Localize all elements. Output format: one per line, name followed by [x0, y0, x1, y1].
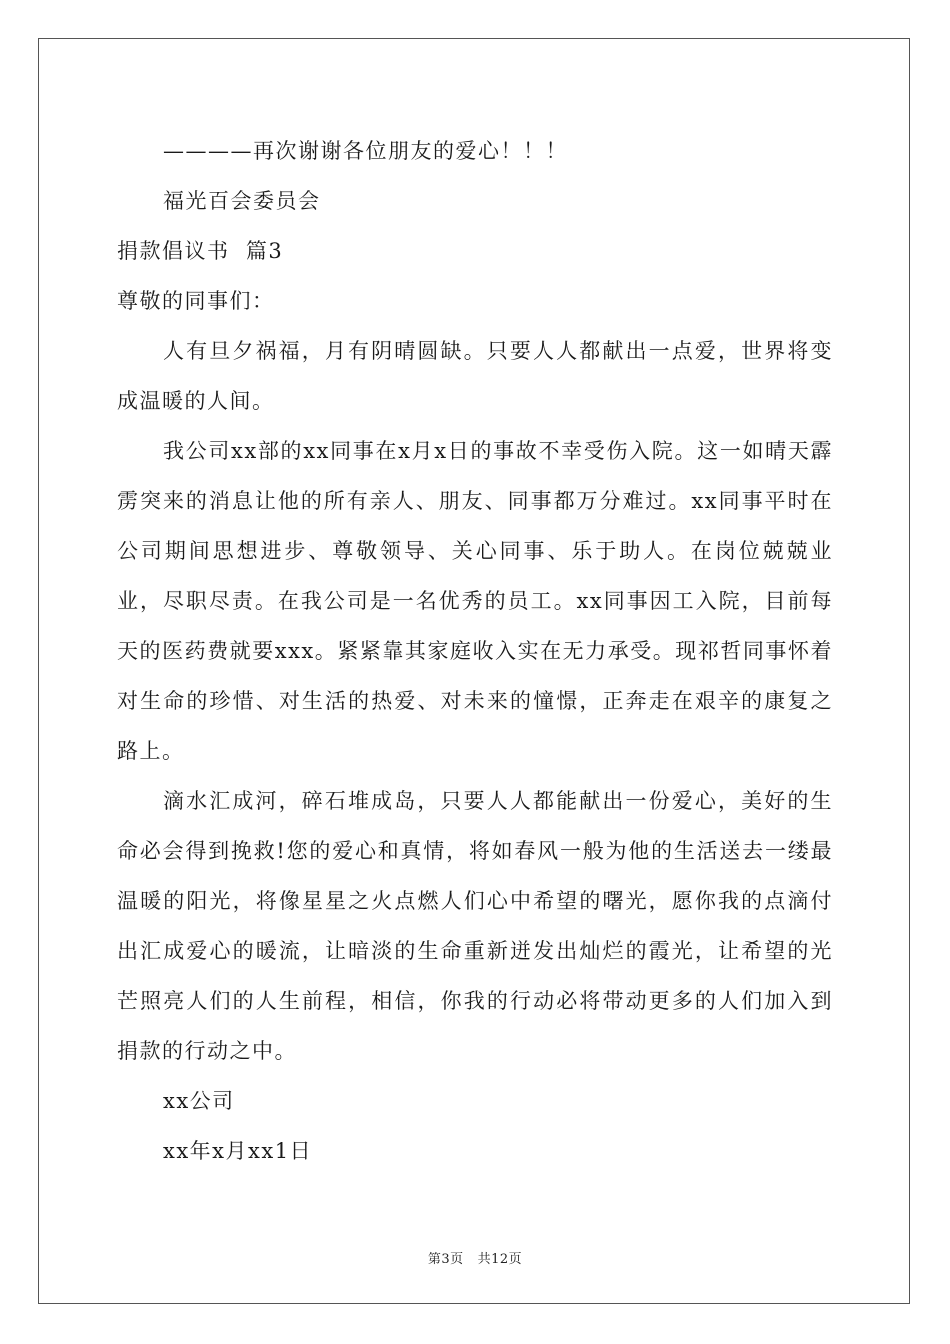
signature-organization: 福光百会委员会	[163, 189, 321, 213]
page-number: 第3页	[427, 1252, 464, 1267]
document-body	[117, 126, 833, 1176]
section-title: 捐款倡议书 篇3	[117, 239, 284, 263]
page-footer	[0, 1248, 950, 1267]
page-total: 共12页	[477, 1252, 523, 1267]
salutation: 尊敬的同事们：	[117, 289, 275, 313]
paragraph-1: 人有旦夕祸福，月有阴晴圆缺。只要人人都献出一点爱，世界将变成温暖的人间。	[117, 339, 833, 413]
closing-line: ————再次谢谢各位朋友的爱心！！！	[163, 139, 568, 163]
paragraph-2: 我公司xx部的xx同事在x月x日的事故不幸受伤入院。这一如晴天霹雳突来的消息让他的所有亲人、朋友、同事都万分难过。xx同事平时在公司期间思想进步、尊敬领导、关心同事、乐于助人。在岗位兢兢业业，尽职尽责。在我公司是一名优秀的员工。xx同事因工入院，目前每天的医药费就要xxx。紧紧靠其家庭收入实在无力承受。现祁哲同事怀着对生命的珍惜、对生活的热爱、对未来的憧憬，正奔走在艰辛的康复之路上。	[117, 439, 833, 763]
signature-date: xx年x月xx1日	[163, 1139, 313, 1163]
paragraph-3: 滴水汇成河，碎石堆成岛，只要人人都能献出一份爱心，美好的生命必会得到挽救!您的爱心和真情，将如春风一般为他的生活送去一缕最温暖的阳光，将像星星之火点燃人们心中希望的曙光，愿你我的点滴付出汇成爱心的暖流，让暗淡的生命重新迸发出灿烂的霞光，让希望的光芒照亮人们的人生前程，相信，你我的行动必将带动更多的人们加入到捐款的行动之中。	[117, 789, 833, 1063]
signature-company: xx公司	[163, 1089, 235, 1113]
